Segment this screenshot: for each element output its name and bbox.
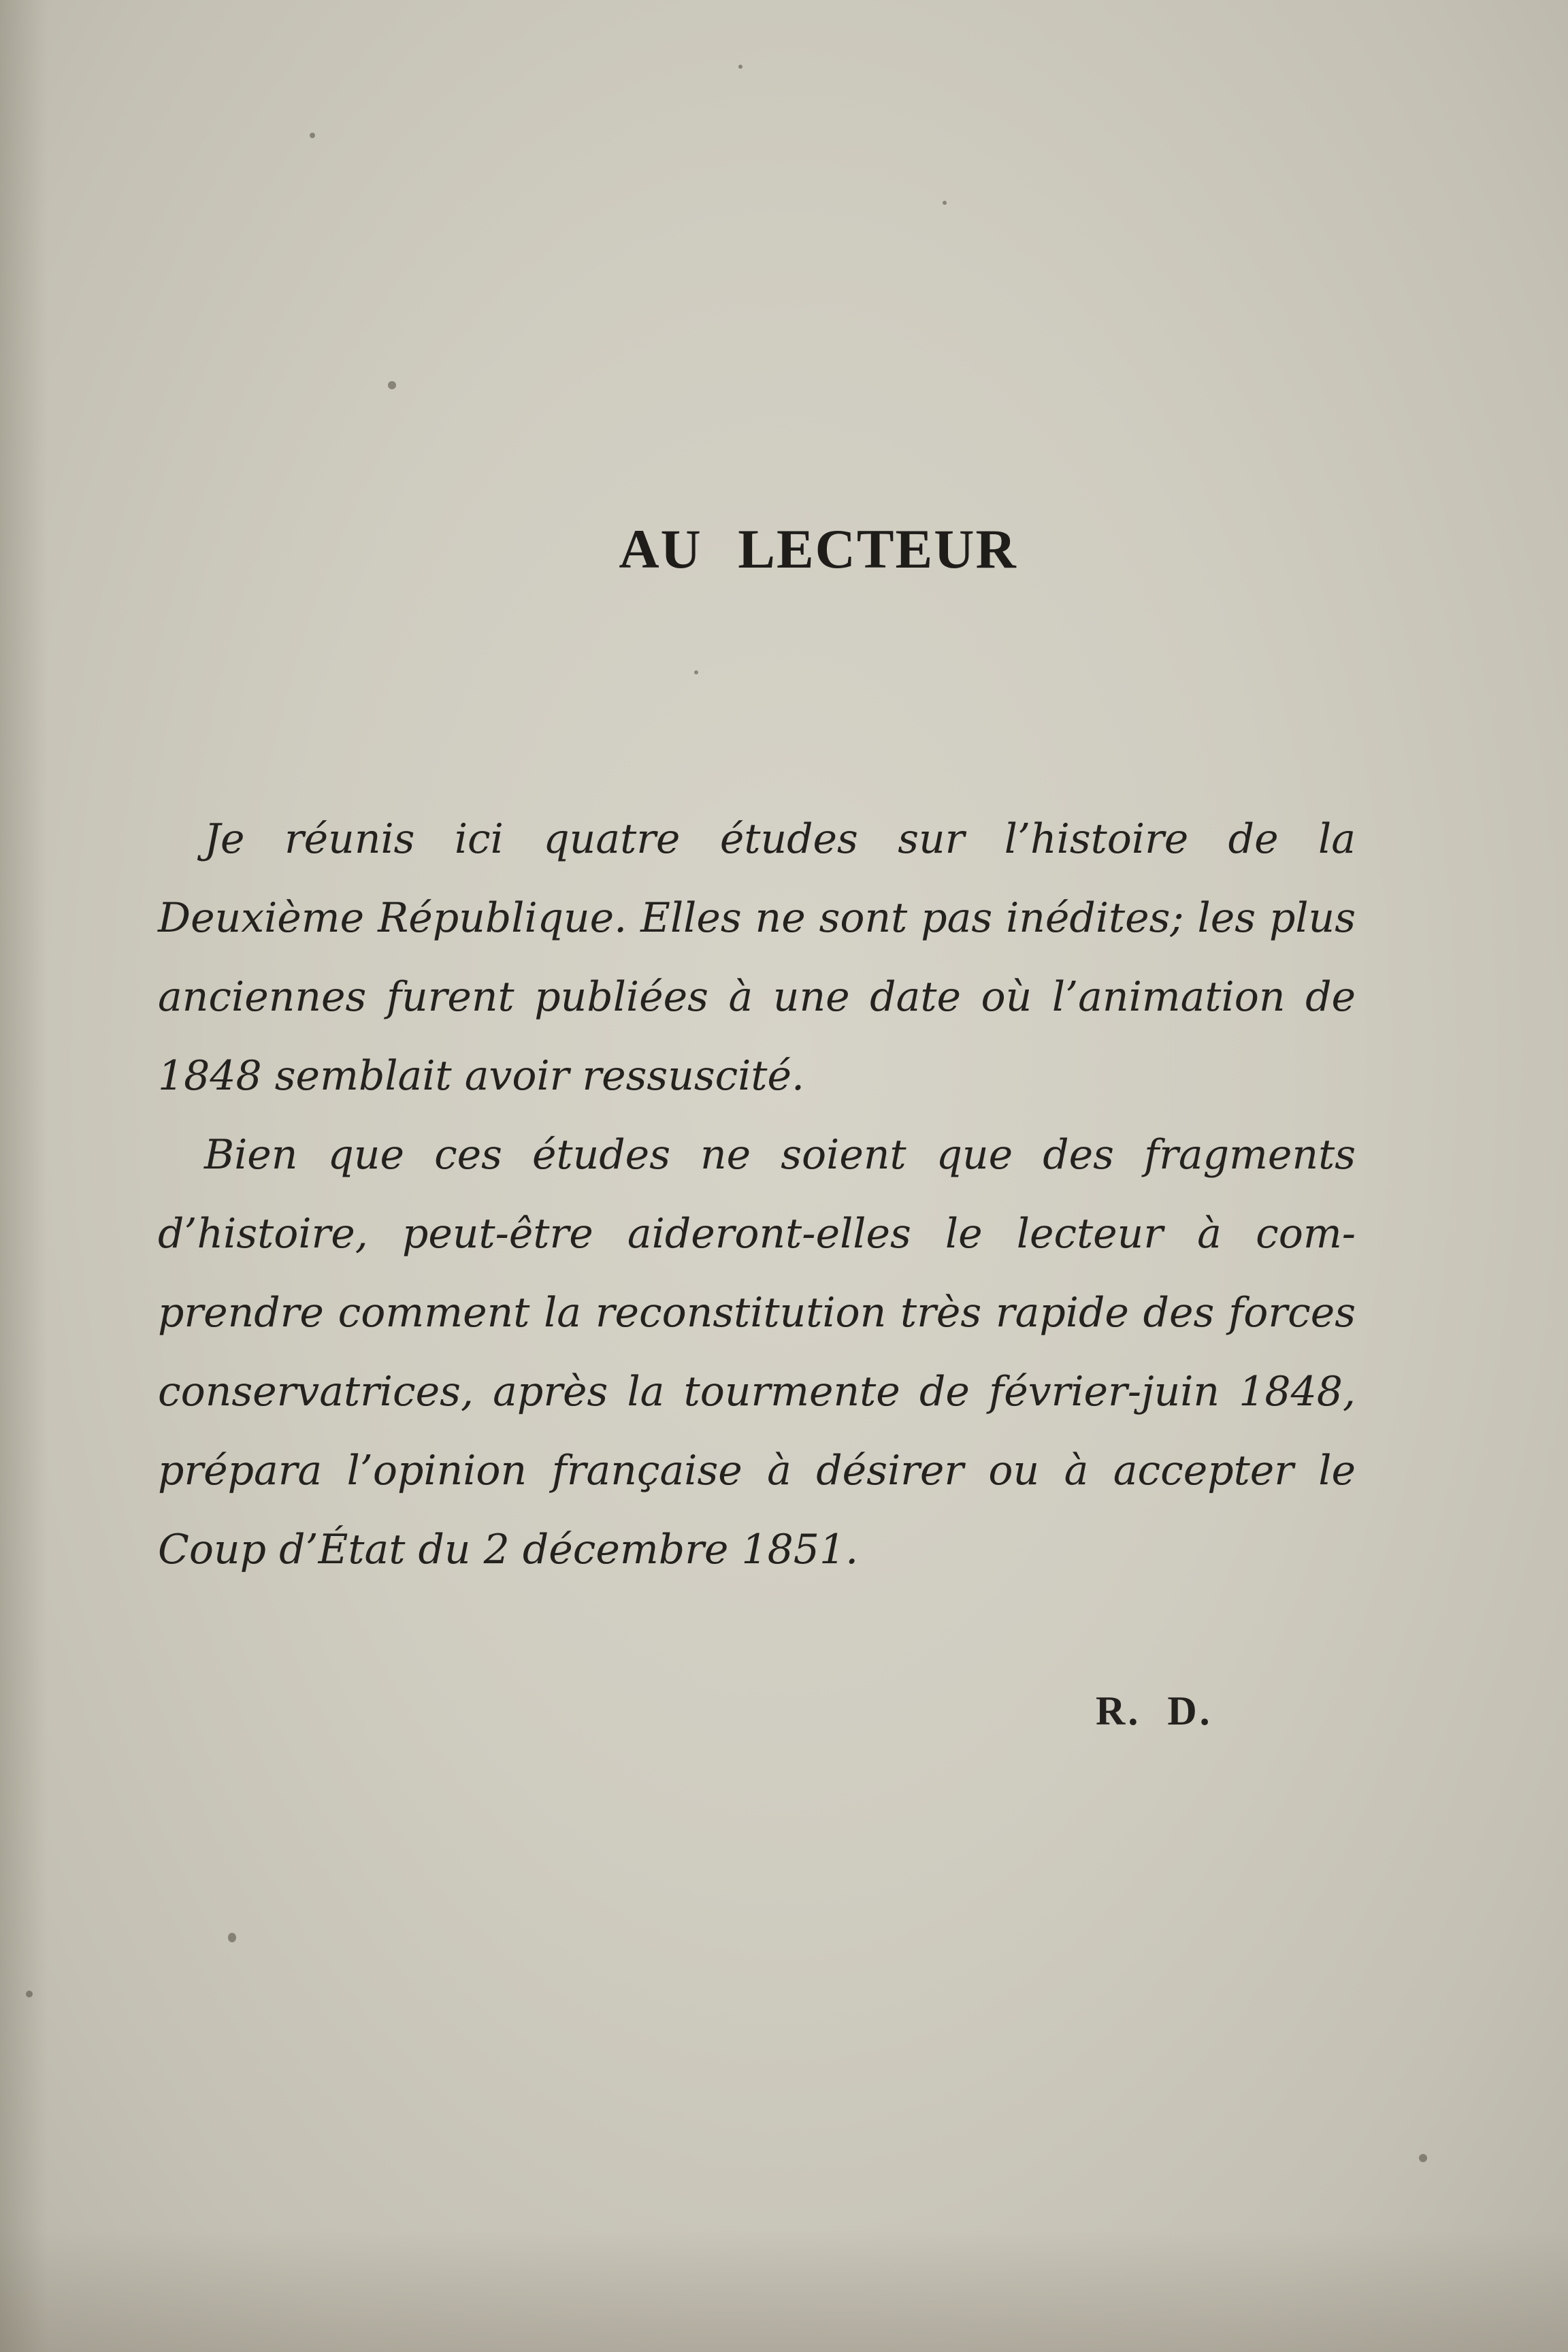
paper-speck (943, 201, 947, 205)
paper-speck (310, 133, 315, 138)
paper-speck (26, 1991, 33, 1997)
page-title: AU LECTEUR (619, 518, 1017, 580)
signature-initials: R. D. (1096, 1688, 1213, 1733)
paper-speck (694, 670, 698, 674)
paper-speck (1419, 2154, 1427, 2162)
body-text (158, 800, 1356, 1589)
paper-speck (228, 1933, 236, 1942)
paragraph: Je réunis ici quatre études sur l’histoire de la Deuxième République. Elles ne sont pas inédites; les plus anciennes furent publiées à une date où l’animation de 1848 semblait avoir ressuscité. (158, 815, 1356, 1100)
paper-speck (738, 65, 742, 69)
paper-speck (388, 381, 396, 389)
paragraph: Bien que ces études ne soient que des fragments d’histoire, peut-être aideront-elles le lecteur à comprendre comment la reconstitution très rapide des forces conservatrices, après la tourmente de février-juin 1848, prépara l’opinion française à désirer ou à accepter le Coup d’État du 2 décembre 1851. (158, 1131, 1356, 1573)
